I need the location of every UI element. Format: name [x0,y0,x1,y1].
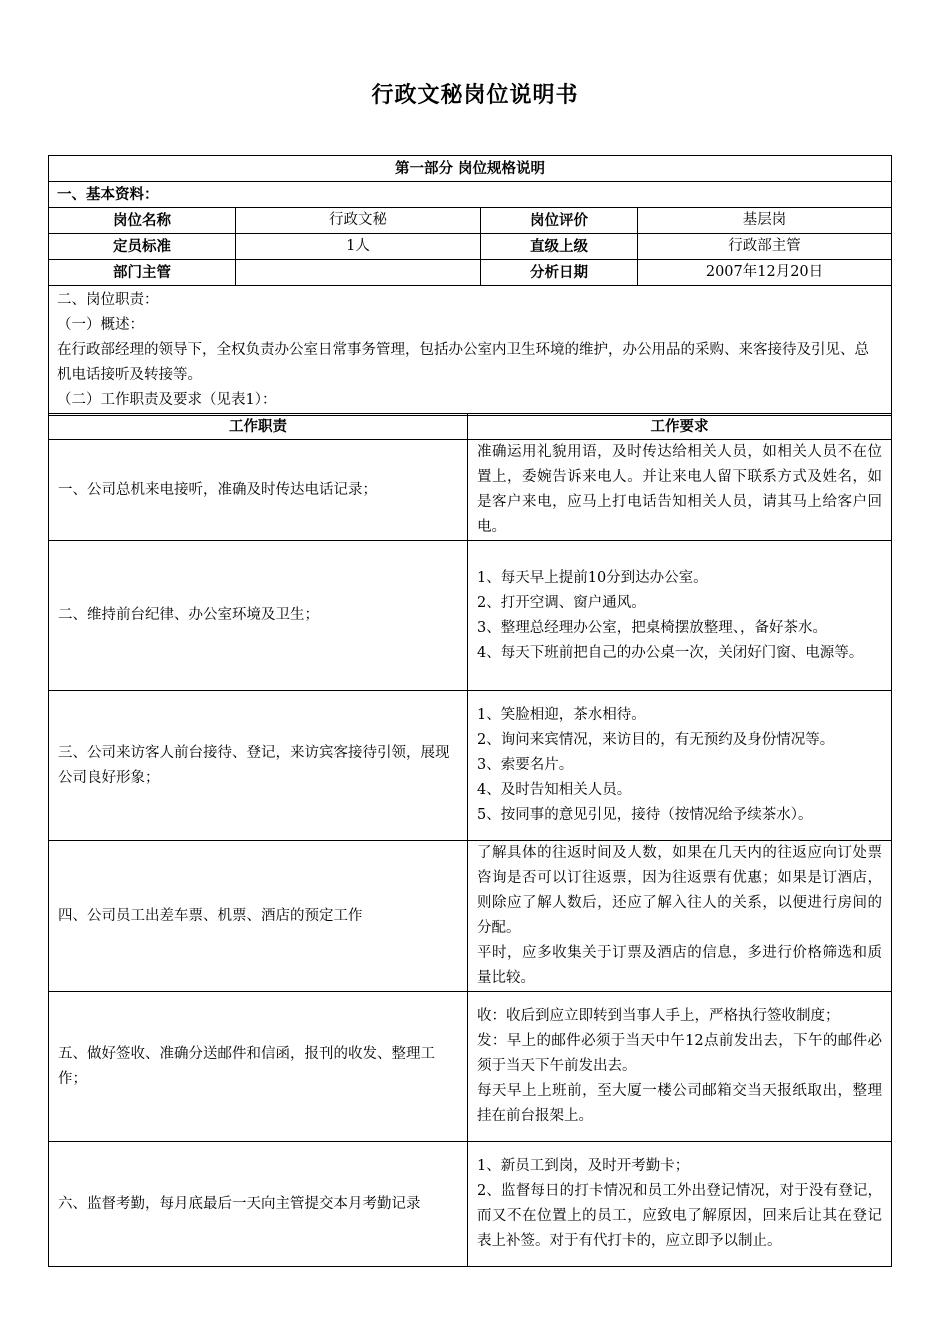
info-value: 2007年12月20日 [638,260,892,286]
requirement-item: 发：早上的邮件必须于当天中午12点前发出去，下午的邮件必须于当天下午前发出去。 [477,1033,882,1074]
requirement-item: 收：收后到应立即转到当事人手上，严格执行签收制度； [477,1008,840,1024]
requirement-item: 5、按同事的意见引见，接待（按情况给予续茶水）。 [477,807,813,823]
info-value: 行政部主管 [638,234,892,260]
info-label: 岗位名称 [49,208,236,234]
requirement-cell [468,440,892,541]
duty-row [49,541,892,691]
info-value [236,260,481,286]
info-value: 行政文秘 [236,208,481,234]
requirement-col-header: 工作要求 [468,414,892,440]
duties-heading: 二、岗位职责： [57,292,159,308]
overview-label: （一）概述： [57,317,144,333]
info-row [49,234,892,260]
requirement-cell [468,992,892,1142]
requirement-item: 3、整理总经理办公室，把桌椅摆放整理、，备好茶水。 [477,619,827,636]
info-label: 部门主管 [49,260,236,286]
basic-info-heading: 一、基本资料： [49,182,892,208]
basic-info-table [48,155,892,416]
requirement-item: 平时，应多收集关于订票及酒店的信息，多进行价格筛选和质量比较。 [477,945,882,986]
requirement-item: 4、每天下班前把自己的办公桌一次，关闭好门窗、电源等。 [477,644,864,661]
part1-header: 第一部分 岗位规格说明 [49,156,892,182]
requirement-item: 2、询问来宾情况，来访目的，有无预约及身份情况等。 [477,732,835,748]
requirement-item: 1、笑脸相迎，茶水相待。 [477,707,646,723]
duty-col-header: 工作职责 [49,414,468,440]
duty-text: 二、维持前台纪律、办公室环境及卫生； [49,541,468,691]
duty-row [49,841,892,992]
requirement-cell [468,541,892,691]
requirement-cell [468,841,892,992]
duties-intro [49,286,892,416]
info-row [49,260,892,286]
page-title: 行政文秘岗位说明书 [371,82,579,108]
duty-text: 六、监督考勤，每月底最后一天向主管提交本月考勤记录 [49,1142,468,1267]
requirement-item: 每天早上上班前，至大厦一楼公司邮箱交当天报纸取出，整理挂在前台报架上。 [477,1083,882,1124]
requirement-cell [468,1142,892,1267]
requirement-item: 3、索要名片。 [477,757,574,773]
info-label: 分析日期 [481,260,638,286]
requirement-item: 1、每天早上提前10分到达办公室。 [477,569,708,586]
requirement-cell [468,691,892,841]
requirement-item: 了解具体的往返时间及人数，如果在几天内的往返应向订处票咨询是否可以订往返票，因为往返票有优惠；如果是订酒店，则除应了解人数后，还应了解入往人的关系，以便进行房间的分配。 [477,845,882,936]
duty-text: 五、做好签收、准确分送邮件和信函，报刊的收发、整理工作； [49,992,468,1142]
requirement-item: 2、打开空调、窗户通风。 [477,594,646,611]
duty-row [49,691,892,841]
info-row [49,208,892,234]
duties-label: （二）工作职责及要求（见表1）： [57,392,277,408]
info-label: 直级上级 [481,234,638,260]
requirement-item: 2、监督每日的打卡情况和员工外出登记情况，对于没有登记，而又不在位置上的员工，应致电了解原因，回来后让其在登记表上补签。对于有代打卡的，应立即予以制止。 [477,1183,882,1249]
requirement-item: 4、及时告知相关人员。 [477,782,632,798]
duty-table [48,413,892,1267]
duty-text: 四、公司员工出差车票、机票、酒店的预定工作 [49,841,468,992]
duty-text: 一、公司总机来电接听，准确及时传达电话记录； [49,440,468,541]
duty-row [49,1142,892,1267]
requirement-item: 准确运用礼貌用语，及时传达给相关人员，如相关人员不在位置上，委婉告诉来电人。并让来电人留下联系方式及姓名，如是客户来电，应马上打电话告知相关人员，请其马上给客户回电。 [477,444,882,535]
requirement-item: 1、新员工到岗，及时开考勤卡； [477,1158,690,1174]
overview-text: 在行政部经理的领导下，全权负责办公室日常事务管理，包括办公室内卫生环境的维护，办公用品的采购、来客接待及引见、总机电话接听及转接等。 [57,342,869,383]
duty-row [49,992,892,1142]
duty-row [49,440,892,541]
info-value: 基层岗 [638,208,892,234]
info-label: 定员标准 [49,234,236,260]
info-value: 1人 [236,234,481,260]
duty-text: 三、公司来访客人前台接待、登记，来访宾客接待引领，展现公司良好形象； [49,691,468,841]
info-label: 岗位评价 [481,208,638,234]
